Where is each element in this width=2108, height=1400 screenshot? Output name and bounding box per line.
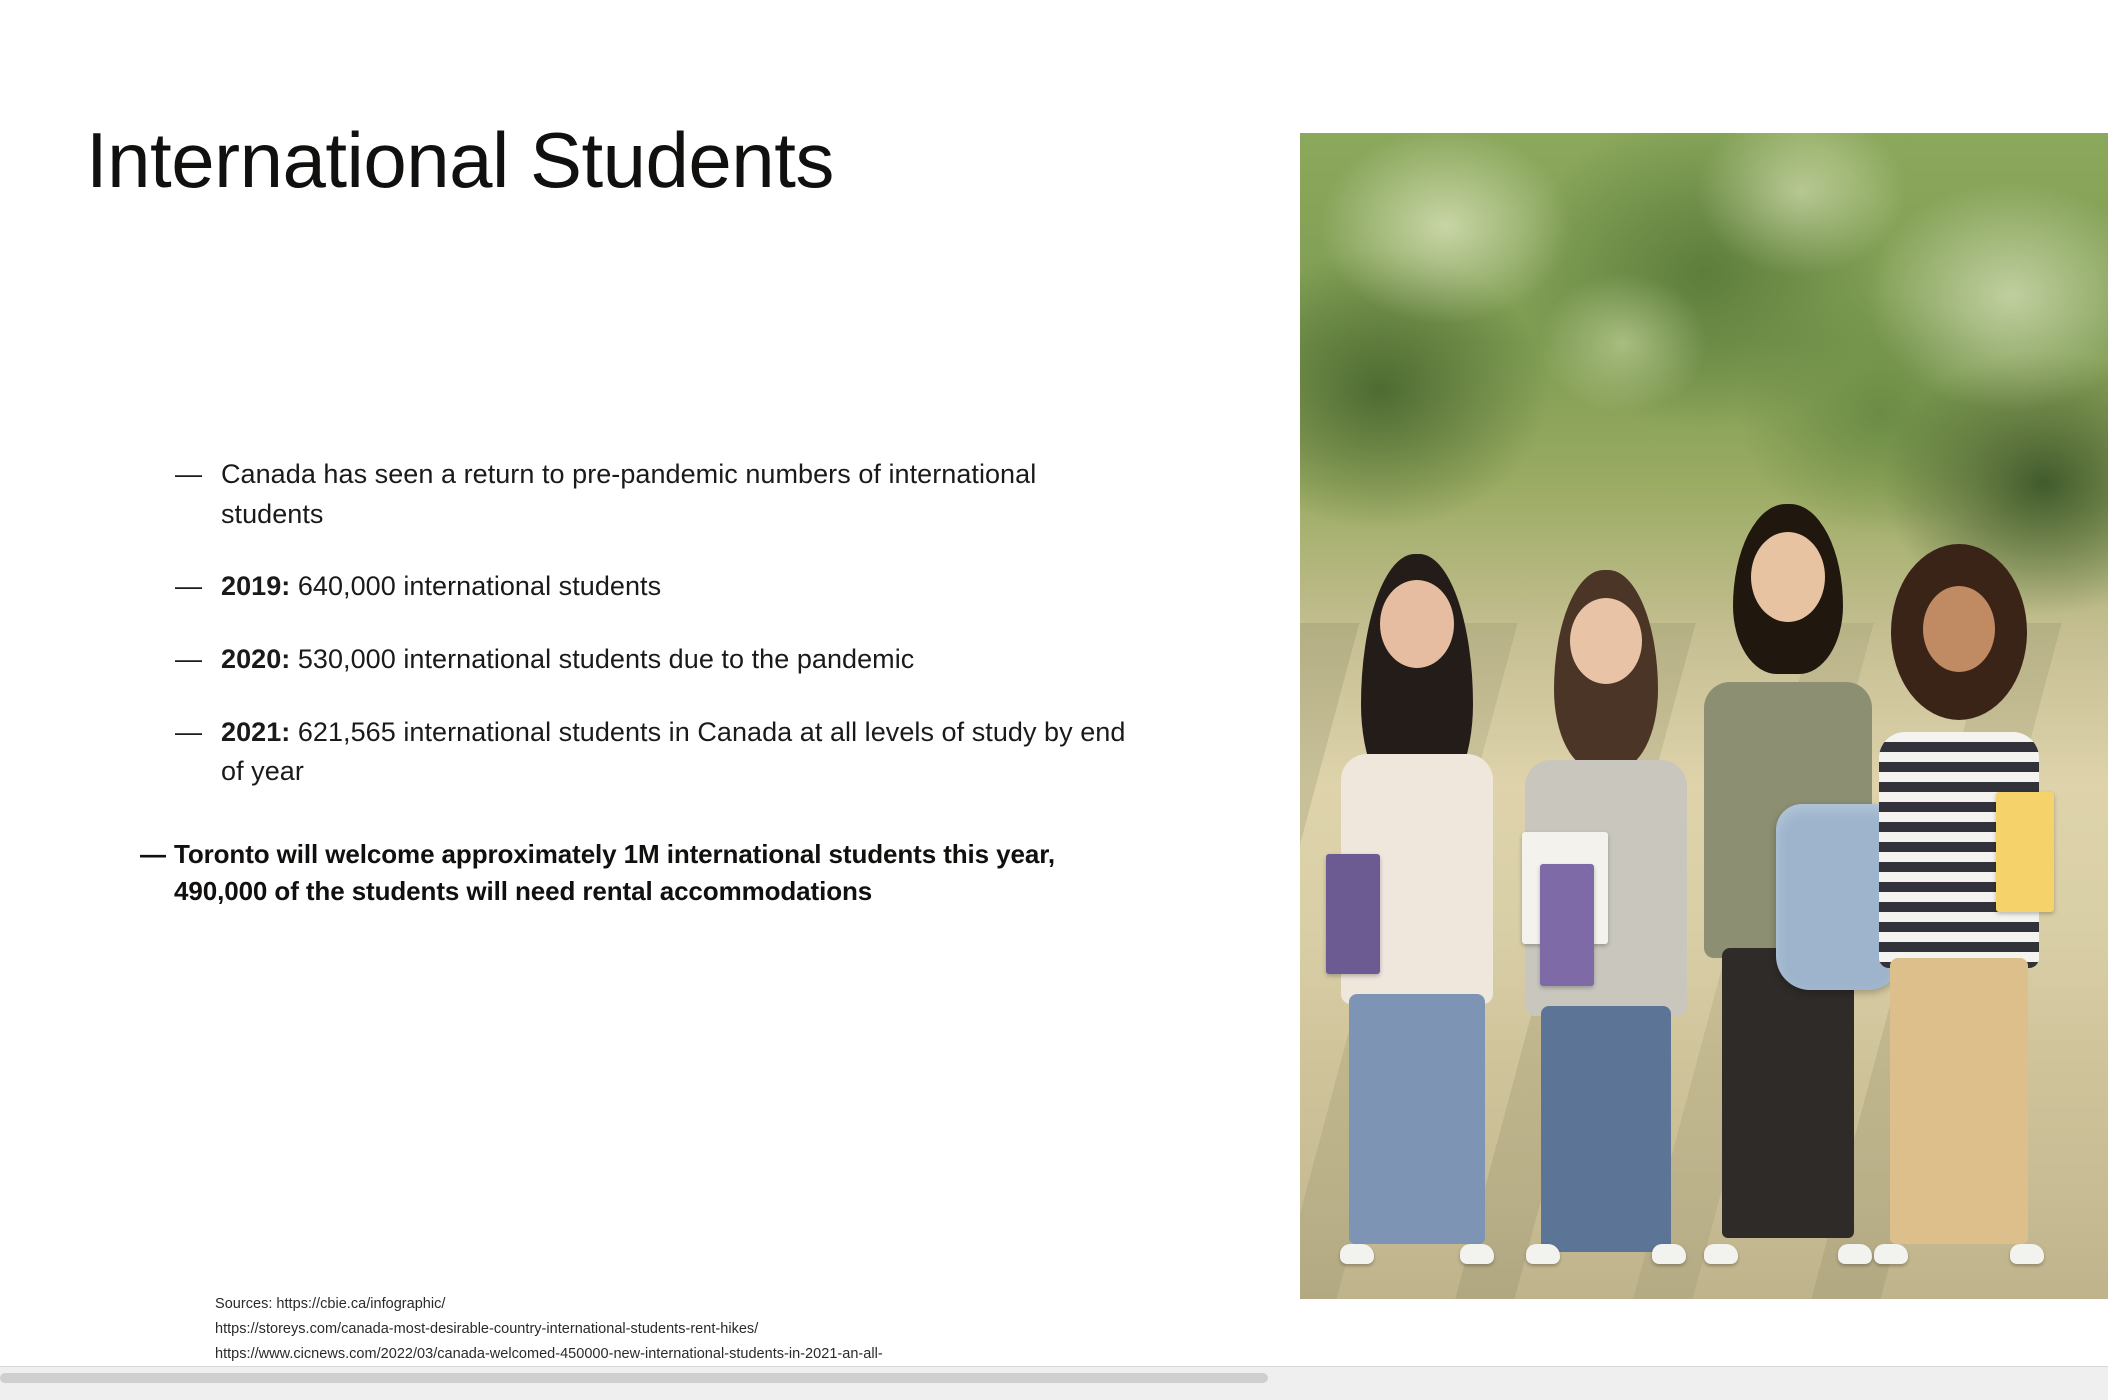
bullet-list [140, 455, 1135, 910]
bullet-dash-icon: — [175, 644, 202, 675]
shoe [1340, 1244, 1374, 1264]
bullet-dash-icon: — [175, 571, 202, 602]
bullet-body: 640,000 international students [290, 571, 662, 602]
bullet-dash-icon: — [175, 716, 202, 747]
slide-photo [1300, 133, 2108, 1299]
shoe [1526, 1244, 1560, 1264]
bullet-body: Canada has seen a return to pre-pandemic numbers of international students [221, 459, 1037, 529]
bullet-text [221, 640, 1135, 680]
legs [1890, 958, 2028, 1244]
bullet-label: 2021: [221, 716, 291, 747]
bullet-text [221, 713, 1135, 792]
source-line: https://www.cicnews.com/2022/03/canada-welcomed-450000-new-international-students-in-2021-an-all- [215, 1345, 883, 1362]
legs [1541, 1006, 1671, 1252]
bullet-body: 530,000 international students due to the pandemic [290, 644, 915, 675]
head [1923, 586, 1995, 672]
source-line: Sources: https://cbie.ca/infographic/ [215, 1296, 446, 1312]
page-title: International Students [86, 116, 834, 204]
legs [1349, 994, 1485, 1244]
source-line: https://storeys.com/canada-most-desirable-country-international-students-rent-hikes/ [215, 1320, 759, 1337]
list-item [175, 640, 1135, 680]
bullet-text [221, 567, 1135, 607]
bullet-label: 2019: [221, 571, 291, 602]
head [1751, 532, 1825, 622]
shoe [1460, 1244, 1494, 1264]
shoe [1874, 1244, 1908, 1264]
student-figure [1696, 504, 1880, 1264]
student-figure [1866, 544, 2052, 1264]
shoe [2010, 1244, 2044, 1264]
legs [1722, 948, 1854, 1238]
list-item [175, 713, 1135, 792]
head [1380, 580, 1454, 668]
book-icon [1996, 792, 2054, 912]
bullet-dash-icon: — [175, 459, 202, 489]
student-figure [1518, 564, 1694, 1264]
bullet-label: 2020: [221, 644, 291, 675]
student-figure [1332, 554, 1502, 1264]
list-item [175, 567, 1135, 607]
notebook-icon [1540, 864, 1594, 986]
shoe [1704, 1244, 1738, 1264]
bullet-body: 621,565 international students in Canada at all levels of study by end of year [221, 716, 1126, 787]
bullet-dash-icon: — [140, 839, 166, 870]
bullet-text [221, 455, 1135, 534]
head [1570, 598, 1642, 684]
shoe [1652, 1244, 1686, 1264]
horizontal-scrollbar[interactable] [0, 1366, 2108, 1400]
bullet-text: Toronto will welcome approximately 1M international students this year, 490,000 of the students will need rental accommodations [174, 839, 1055, 907]
list-item [175, 455, 1135, 534]
list-item-highlight [140, 836, 1130, 910]
campus-path-photo [1300, 133, 2108, 1299]
book-icon [1326, 854, 1380, 974]
scrollbar-thumb[interactable] [0, 1373, 1268, 1383]
